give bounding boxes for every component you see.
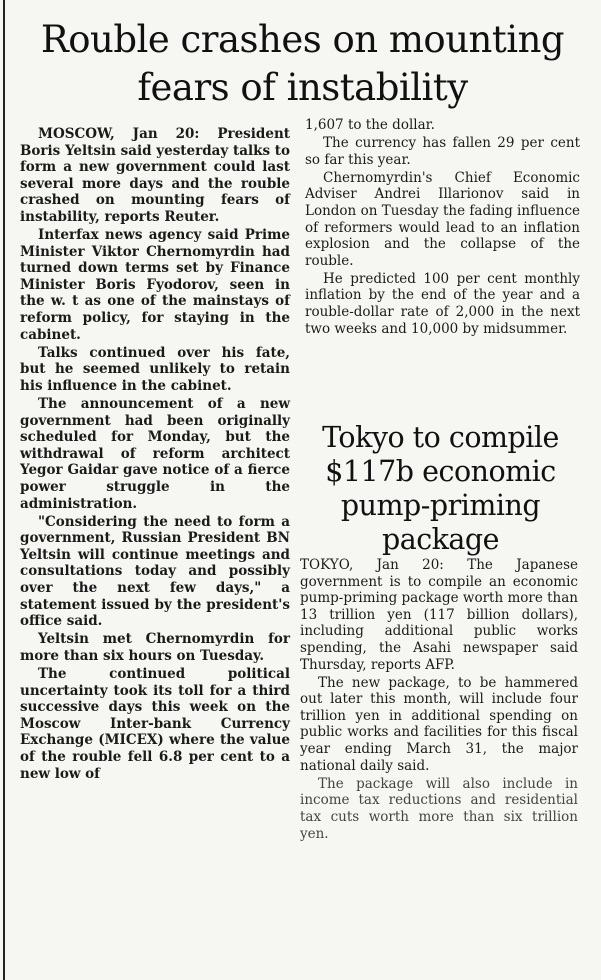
article-1-paragraph: Talks continued over his fate, but he seemed unlikely to retain his influence in the cabinet. — [20, 344, 290, 394]
article-2-headline: Tokyo to compile $117b economic pump-priming package — [322, 421, 559, 556]
article-1-column-left — [20, 126, 290, 966]
article-1-paragraph: Interfax news agency said Prime Minister Viktor Chernomyrdin had turned down terms set by Finance Minister Boris Fyodorov, seen in the w. t as one of the mainstays of reform policy, for staying in the cabinet. — [20, 227, 290, 343]
clipping-edge — [3, 0, 5, 980]
article-1-paragraph: The announcement of a new government had been originally scheduled for Monday, but the withdrawal of reform architect Yegor Gaidar gave notice of a fierce power struggle in the administration. — [20, 396, 290, 512]
article-1-paragraph: The currency has fallen 29 per cent so far this year. — [305, 135, 580, 168]
article-1-paragraph: MOSCOW, Jan 20: President Boris Yeltsin said yesterday talks to form a new government could last several more days and the rouble crashed on mounting fears of instability, reports Reuter. — [20, 126, 290, 225]
article-1-paragraph: Yeltsin met Chernomyrdin for more than six hours on Tuesday. — [20, 631, 290, 664]
article-2-paragraph: TOKYO, Jan 20: The Japanese government is to compile an economic pump-priming package worth more than 13 trillion yen (117 billion dollars), including additional public works spending, the Asahi newspaper said Thursday, reports AFP. — [300, 557, 578, 673]
article-2-paragraph: The new package, to be hammered out later this month, will include four trillion yen in additional spending on public works and facilities for this fiscal year ending March 31, the major national daily said. — [300, 674, 578, 774]
article-1-headline: Rouble crashes on mounting fears of instability — [40, 18, 565, 109]
article-1-paragraph: Chernomyrdin's Chief Economic Adviser Andrei Illarionov said in London on Tuesday the fading influence of reformers would lead to an inflation explosion and the collapse of the rouble. — [305, 169, 580, 269]
article-1-paragraph: The continued political uncertainty took its toll for a third successive days this week on the Moscow Inter-bank Currency Exchange (MICEX) where the value of the rouble fell 6.8 per cent to a new low of — [20, 666, 290, 782]
article-1-column-right — [305, 117, 580, 339]
article-2-paragraph: The package will also include in income tax reductions and residential tax cuts worth more than six trillion yen. — [300, 775, 578, 842]
article-1-paragraph: "Considering the need to form a government, Russian President BN Yeltsin will continue meetings and consultations today and possibly over the next few days," a statement issued by the president's office said. — [20, 513, 290, 630]
article-1-paragraph: He predicted 100 per cent monthly inflation by the end of the year and a rouble-dollar rate of 2,000 in the next two weeks and 10,000 by midsummer. — [305, 270, 580, 337]
article-1-paragraph: 1,607 to the dollar. — [305, 117, 435, 133]
article-2-column — [300, 557, 578, 844]
